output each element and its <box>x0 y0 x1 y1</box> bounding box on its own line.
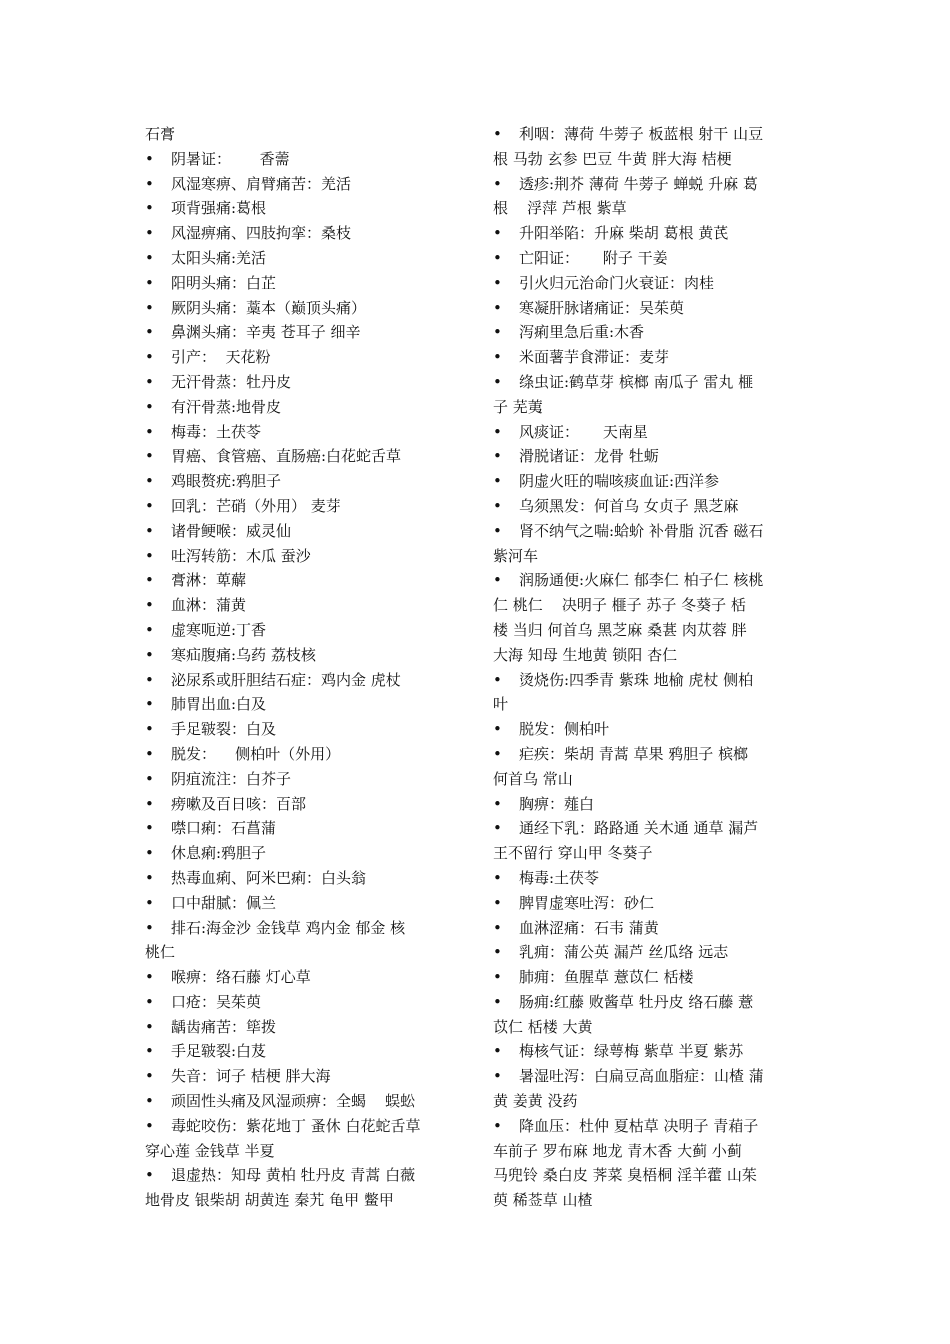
bullet-icon: • <box>145 695 154 714</box>
bullet-icon: • <box>145 224 154 243</box>
line-text: 太阳头痛:羌活 <box>171 248 267 267</box>
bullet-icon: • <box>145 893 154 912</box>
line-text: 肺痈：鱼腥草 薏苡仁 栝楼 <box>519 968 694 987</box>
text-line <box>145 692 465 717</box>
line-text: 吐泻转筋：木瓜 蚕沙 <box>171 546 311 565</box>
line-text: 脾胃虚寒吐泻：砂仁 <box>519 893 655 912</box>
text-line <box>493 717 805 742</box>
bullet-icon: • <box>145 596 154 615</box>
text-line <box>145 1064 465 1089</box>
text-line <box>493 866 805 891</box>
text-line <box>145 742 465 767</box>
bullet-icon: • <box>493 868 502 887</box>
text-line <box>493 816 805 841</box>
bullet-icon: • <box>145 769 154 788</box>
bullet-icon: • <box>145 720 154 739</box>
text-line: 根 马勃 玄参 巴豆 牛黄 胖大海 桔梗 <box>493 149 732 168</box>
bullet-icon: • <box>145 620 154 639</box>
line-text: 热毒血痢、阿米巴痢：白头翁 <box>171 868 367 887</box>
line-text: 口疮：吴茱萸 <box>171 992 262 1011</box>
bullet-icon: • <box>493 943 502 962</box>
text-line <box>145 147 465 172</box>
line-text: 滑脱诸证：龙骨 牡蛎 <box>519 447 659 466</box>
text-line <box>145 271 465 296</box>
bullet-icon: • <box>145 571 154 590</box>
bullet-icon: • <box>493 422 502 441</box>
line-text: 阳明头痛：白芷 <box>171 273 277 292</box>
line-text: 失音：诃子 桔梗 胖大海 <box>171 1067 331 1086</box>
bullet-icon: • <box>145 645 154 664</box>
text-line <box>145 246 465 271</box>
bullet-icon: • <box>493 248 502 267</box>
line-text: 降血压：杜仲 夏枯草 决明子 青葙子 <box>519 1116 759 1135</box>
line-text: 脱发： 侧柏叶（外用） <box>171 744 341 763</box>
text-line <box>145 866 465 891</box>
bullet-icon: • <box>145 670 154 689</box>
bullet-icon: • <box>145 868 154 887</box>
text-line <box>145 544 465 569</box>
line-text: 阴暑证： 香薷 <box>171 149 290 168</box>
text-line <box>145 1089 465 1114</box>
text-line: 子 芜荑 <box>493 397 543 416</box>
line-text: 绦虫证:鹤草芽 槟榔 南瓜子 雷丸 榧 <box>519 372 754 391</box>
text-line <box>493 172 805 197</box>
text-line <box>145 1114 465 1139</box>
bullet-icon: • <box>145 968 154 987</box>
text-line: 穿心莲 金钱草 半夏 <box>145 1141 275 1160</box>
line-text: 梅核气证：绿萼梅 紫草 半夏 紫苏 <box>519 1042 744 1061</box>
bullet-icon: • <box>145 174 154 193</box>
bullet-icon: • <box>493 348 502 367</box>
line-text: 手足皲裂：白及 <box>171 720 277 739</box>
bullet-icon: • <box>493 968 502 987</box>
line-text: 膏淋：萆薢 <box>171 571 247 590</box>
bullet-icon: • <box>493 125 502 143</box>
bullet-icon: • <box>145 323 154 342</box>
line-text: 排石:海金沙 金钱草 鸡内金 郁金 核 <box>171 918 406 937</box>
text-line: 大海 知母 生地黄 锁阳 杏仁 <box>493 645 678 664</box>
line-text: 乌须黑发：何首乌 女贞子 黑芝麻 <box>519 496 739 515</box>
text-line <box>145 792 465 817</box>
text-line <box>493 122 805 147</box>
text-line <box>493 320 805 345</box>
bullet-icon: • <box>145 794 154 813</box>
line-text: 回乳：芒硝（外用） 麦芽 <box>171 496 341 515</box>
bullet-icon: • <box>493 323 502 342</box>
line-text: 阴疽流注：白芥子 <box>171 769 292 788</box>
text-line <box>145 296 465 321</box>
bullet-icon: • <box>145 397 154 416</box>
bullet-icon: • <box>145 273 154 292</box>
text-line <box>145 469 465 494</box>
bullet-icon: • <box>145 496 154 515</box>
line-text: 胸痹：薤白 <box>519 794 595 813</box>
text-line: 萸 稀莶草 山楂 <box>493 1191 593 1210</box>
line-text: 引火归元治命门火衰证：肉桂 <box>519 273 715 292</box>
line-text: 利咽：薄荷 牛蒡子 板蓝根 射干 山豆 <box>519 125 764 143</box>
text-line: 地骨皮 银柴胡 胡黄连 秦艽 龟甲 鳖甲 <box>145 1191 394 1210</box>
text-line <box>493 420 805 445</box>
text-line <box>493 444 805 469</box>
text-line <box>493 494 805 519</box>
line-text: 亡阳证： 附子 干姜 <box>519 248 668 267</box>
line-text: 润肠通便:火麻仁 郁李仁 柏子仁 核桃 <box>519 571 764 590</box>
line-text: 肾不纳气之喘:蛤蚧 补骨脂 沉香 磁石 <box>519 521 764 540</box>
text-line: 叶 <box>493 695 509 714</box>
line-text: 鼻渊头痛：辛夷 苍耳子 细辛 <box>171 323 361 342</box>
text-line <box>145 618 465 643</box>
bullet-icon: • <box>493 521 502 540</box>
bullet-icon: • <box>493 670 502 689</box>
text-line: 楼 当归 何首乌 黑芝麻 桑葚 肉苁蓉 胖 <box>493 620 747 639</box>
text-line <box>145 965 465 990</box>
text-line <box>493 742 805 767</box>
text-line <box>145 767 465 792</box>
line-text: 手足皲裂:白芨 <box>171 1042 267 1061</box>
line-text: 烫烧伤:四季青 紫珠 地榆 虎杖 侧柏 <box>519 670 754 689</box>
text-line <box>145 717 465 742</box>
bullet-icon: • <box>145 1017 154 1036</box>
text-line <box>493 271 805 296</box>
text-line <box>493 965 805 990</box>
right-column <box>493 122 805 1213</box>
text-line <box>493 296 805 321</box>
bullet-icon: • <box>145 372 154 391</box>
line-text: 休息痢:鸦胆子 <box>171 844 267 863</box>
bullet-icon: • <box>145 521 154 540</box>
line-text: 胃癌、食管癌、直肠癌:白花蛇舌草 <box>171 447 402 466</box>
text-line <box>145 221 465 246</box>
bullet-icon: • <box>493 472 502 491</box>
text-line <box>145 891 465 916</box>
line-text: 透疹:荆芥 薄荷 牛蒡子 蝉蜕 升麻 葛 <box>519 174 758 193</box>
bullet-icon: • <box>145 447 154 466</box>
text-line <box>145 990 465 1015</box>
bullet-icon: • <box>493 298 502 317</box>
bullet-icon: • <box>493 496 502 515</box>
text-line <box>493 916 805 941</box>
text-line <box>145 196 465 221</box>
line-text: 阴虚火旺的喘咳痰血证:西洋参 <box>519 472 720 491</box>
line-text: 脱发：侧柏叶 <box>519 720 610 739</box>
text-line <box>493 568 805 593</box>
bullet-icon: • <box>493 918 502 937</box>
text-line <box>145 668 465 693</box>
bullet-icon: • <box>145 546 154 565</box>
bullet-icon: • <box>145 918 154 937</box>
line-text: 升阳举陷：升麻 柴胡 葛根 黄芪 <box>519 224 729 243</box>
bullet-icon: • <box>493 794 502 813</box>
line-text: 诸骨鲠喉：威灵仙 <box>171 521 292 540</box>
text-line: 根 浮萍 芦根 紫草 <box>493 199 627 218</box>
text-line <box>493 990 805 1015</box>
line-text: 顽固性头痛及风湿顽痹：全蝎 蜈蚣 <box>171 1092 416 1111</box>
text-line: 苡仁 栝楼 大黄 <box>493 1017 593 1036</box>
bullet-icon: • <box>493 571 502 590</box>
text-line <box>145 320 465 345</box>
bullet-icon: • <box>493 1116 502 1135</box>
text-line <box>493 345 805 370</box>
bullet-icon: • <box>493 992 502 1011</box>
text-line: 车前子 罗布麻 地龙 青木香 大蓟 小蓟 <box>493 1141 742 1160</box>
line-text: 痨嗽及百日咳：百部 <box>171 794 307 813</box>
bullet-icon: • <box>493 447 502 466</box>
line-text: 梅毒:土茯苓 <box>519 868 600 887</box>
text-line <box>145 643 465 668</box>
line-text: 毒蛇咬伤：紫花地丁 蚤休 白花蛇舌草 <box>171 1116 421 1135</box>
line-text: 项背强痛:葛根 <box>171 199 267 218</box>
text-line <box>145 841 465 866</box>
line-text: 噤口痢：石菖蒲 <box>171 819 277 838</box>
line-text: 通经下乳：路路通 关木通 通草 漏芦 <box>519 819 759 838</box>
text-line <box>493 668 805 693</box>
text-line <box>145 444 465 469</box>
text-line: 紫河车 <box>493 546 539 565</box>
bullet-icon: • <box>145 199 154 218</box>
line-text: 退虚热：知母 黄柏 牡丹皮 青蒿 白薇 <box>171 1166 416 1185</box>
text-line: 仁 桃仁 决明子 榧子 苏子 冬葵子 栝 <box>493 596 746 615</box>
text-line <box>493 1039 805 1064</box>
line-text: 肺胃出血:白及 <box>171 695 267 714</box>
line-text: 虚寒呃逆:丁香 <box>171 620 267 639</box>
line-text: 泻痢里急后重:木香 <box>519 323 645 342</box>
line-text: 米面薯芋食滞证：麦芽 <box>519 348 670 367</box>
line-text: 口中甜腻：佩兰 <box>171 893 277 912</box>
text-line <box>493 246 805 271</box>
text-line <box>145 420 465 445</box>
bullet-icon: • <box>145 248 154 267</box>
bullet-icon: • <box>145 1116 154 1135</box>
bullet-icon: • <box>493 1042 502 1061</box>
line-text: 喉痹：络石藤 灯心草 <box>171 968 311 987</box>
text-line: 王不留行 穿山甲 冬葵子 <box>493 844 653 863</box>
bullet-icon: • <box>493 174 502 193</box>
line-text: 龋齿痛苦：筚拨 <box>171 1017 277 1036</box>
line-text: 寒凝肝脉诸痛证：吴茱萸 <box>519 298 685 317</box>
text-line <box>145 568 465 593</box>
text-line <box>493 1064 805 1089</box>
bullet-icon: • <box>145 992 154 1011</box>
bullet-icon: • <box>145 149 154 168</box>
text-line <box>145 593 465 618</box>
line-text: 寒疝腹痛:乌药 荔枝核 <box>171 645 316 664</box>
line-text: 泌尿系或肝胆结石症：鸡内金 虎杖 <box>171 670 401 689</box>
line-text: 暑湿吐泻：白扁豆高血脂症：山楂 蒲 <box>519 1067 764 1086</box>
text-line <box>145 816 465 841</box>
line-text: 梅毒：土茯苓 <box>171 422 262 441</box>
bullet-icon: • <box>493 744 502 763</box>
bullet-icon: • <box>145 1092 154 1111</box>
line-text: 厥阴头痛：藁本（巅顶头痛） <box>171 298 367 317</box>
line-text: 肠痈:红藤 败酱草 牡丹皮 络石藤 薏 <box>519 992 754 1011</box>
bullet-icon: • <box>145 422 154 441</box>
text-line: 黄 姜黄 没药 <box>493 1092 578 1111</box>
text-line <box>145 916 465 941</box>
bullet-icon: • <box>145 472 154 491</box>
line-text: 疟疾：柴胡 青蒿 草果 鸦胆子 槟榔 <box>519 744 749 763</box>
line-text: 有汗骨蒸:地骨皮 <box>171 397 282 416</box>
bullet-icon: • <box>493 1067 502 1086</box>
line-text: 引产： 天花粉 <box>171 348 271 367</box>
text-line <box>493 940 805 965</box>
text-line <box>145 345 465 370</box>
bullet-icon: • <box>493 720 502 739</box>
text-line <box>145 519 465 544</box>
bullet-icon: • <box>493 372 502 391</box>
bullet-icon: • <box>145 744 154 763</box>
bullet-icon: • <box>145 819 154 838</box>
text-line <box>493 792 805 817</box>
line-text: 风痰证： 天南星 <box>519 422 648 441</box>
bullet-icon: • <box>493 224 502 243</box>
text-line <box>145 1039 465 1064</box>
text-line <box>493 519 805 544</box>
text-line <box>145 172 465 197</box>
text-line: 石膏 <box>145 125 176 143</box>
text-line <box>145 1015 465 1040</box>
line-text: 血淋涩痛：石韦 蒲黄 <box>519 918 659 937</box>
line-text: 风湿痹痛、四肢拘挛：桑枝 <box>171 224 352 243</box>
text-line <box>493 469 805 494</box>
bullet-icon: • <box>145 1067 154 1086</box>
text-line <box>493 221 805 246</box>
text-line <box>145 395 465 420</box>
line-text: 无汗骨蒸：牡丹皮 <box>171 372 292 391</box>
line-text: 血淋：蒲黄 <box>171 596 247 615</box>
line-text: 鸡眼赘疣:鸦胆子 <box>171 472 282 491</box>
text-line <box>493 370 805 395</box>
text-line <box>493 1114 805 1139</box>
left-column <box>145 122 465 1213</box>
text-line <box>145 1163 465 1188</box>
bullet-icon: • <box>145 298 154 317</box>
text-line: 桃仁 <box>145 943 176 962</box>
line-text: 乳痈：蒲公英 漏芦 丝瓜络 远志 <box>519 943 729 962</box>
bullet-icon: • <box>145 1166 154 1185</box>
bullet-icon: • <box>493 819 502 838</box>
bullet-icon: • <box>145 1042 154 1061</box>
text-line: 何首乌 常山 <box>493 769 573 788</box>
text-line <box>493 891 805 916</box>
text-line: 马兜铃 桑白皮 荠菜 臭梧桐 淫羊藿 山茱 <box>493 1166 757 1185</box>
text-line <box>145 370 465 395</box>
bullet-icon: • <box>145 844 154 863</box>
line-text: 风湿寒痹、肩臂痛苦：羌活 <box>171 174 352 193</box>
bullet-icon: • <box>493 893 502 912</box>
bullet-icon: • <box>145 348 154 367</box>
bullet-icon: • <box>493 273 502 292</box>
text-line <box>145 494 465 519</box>
